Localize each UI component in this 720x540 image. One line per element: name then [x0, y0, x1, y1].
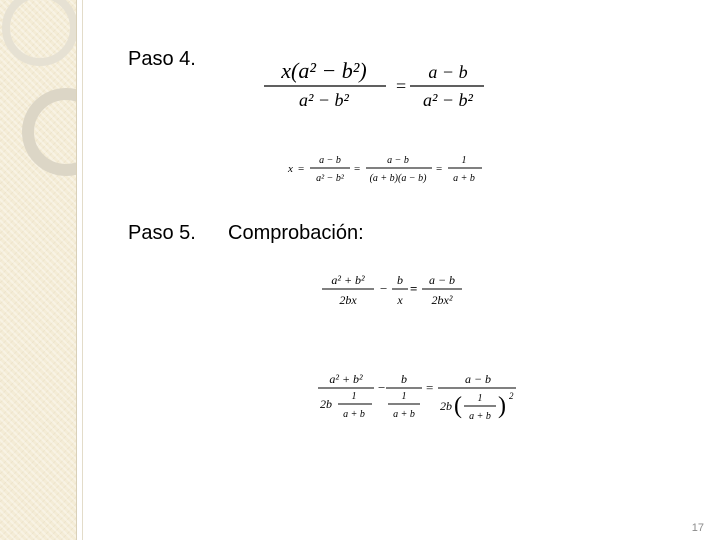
eq2-f1-denominator: a² − b² — [316, 173, 344, 184]
equation-step4-main — [258, 56, 488, 112]
equation-verification-1 — [318, 268, 468, 312]
step-4-label: Paso 4. — [128, 48, 196, 70]
eq3-f3-denominator: 2bx² — [431, 293, 453, 307]
equals-sign: = — [410, 281, 418, 296]
eq4-f1-numerator: a² + b² — [329, 372, 363, 386]
eq4-f3-den-numerator: 1 — [477, 393, 483, 404]
right-paren: ) — [498, 393, 506, 419]
eq4-f3-den-denominator: a + b — [469, 411, 491, 422]
decorative-ring — [2, 0, 77, 66]
step-5-label: Paso 5. — [128, 222, 196, 244]
equation-verification-2 — [314, 368, 524, 430]
eq3-f2-numerator: b — [397, 273, 403, 287]
eq4-f2-numerator: b — [401, 372, 407, 386]
equals-sign: = — [436, 163, 443, 175]
left-paren: ( — [454, 393, 462, 419]
eq2-f1-numerator: a − b — [319, 155, 341, 166]
minus-sign: − — [380, 281, 388, 296]
equals-sign: = — [298, 163, 305, 175]
decorative-side-strip — [0, 0, 77, 540]
eq2-f2-denominator: (a + b)(a − b) — [369, 173, 427, 184]
eq3-f2-denominator: x — [397, 293, 403, 307]
eq3-f3-numerator: a − b — [428, 273, 456, 287]
eq4-f1-den-coef: 2b — [320, 397, 332, 411]
eq4-f2-den-numerator: 1 — [401, 391, 407, 402]
step-5-title: Comprobación: — [228, 222, 364, 244]
page-number: 17 — [691, 522, 704, 534]
equals-sign: = — [396, 76, 407, 96]
eq4-f3-exponent: 2 — [509, 391, 514, 401]
eq4-f1-den-denominator: a + b — [343, 409, 365, 420]
eq1-rhs-denominator: a² − b² — [423, 90, 473, 110]
equals-sign: = — [426, 380, 434, 395]
eq2-variable: x — [288, 163, 293, 175]
eq3-f1-denominator: 2bx — [339, 293, 357, 307]
decorative-ring — [22, 88, 77, 176]
eq1-lhs-denominator: a² − b² — [299, 90, 349, 110]
eq3-f1-numerator: a² + b² — [331, 273, 365, 287]
eq1-rhs-numerator: a − b — [428, 62, 468, 82]
equation-step4-solution — [286, 150, 486, 190]
decorative-divider — [82, 0, 83, 540]
eq2-f3-numerator: 1 — [461, 155, 467, 166]
minus-sign: − — [378, 380, 386, 395]
eq4-f1-den-numerator: 1 — [351, 391, 357, 402]
eq2-f3-denominator: a + b — [453, 173, 475, 184]
eq4-f3-den-coef: 2b — [440, 399, 452, 413]
eq4-f3-numerator: a − b — [464, 372, 492, 386]
eq2-f2-numerator: a − b — [387, 155, 409, 166]
equals-sign: = — [354, 163, 361, 175]
eq1-lhs-numerator: x(a² − b²) — [281, 58, 367, 83]
eq4-f2-den-denominator: a + b — [393, 409, 415, 420]
